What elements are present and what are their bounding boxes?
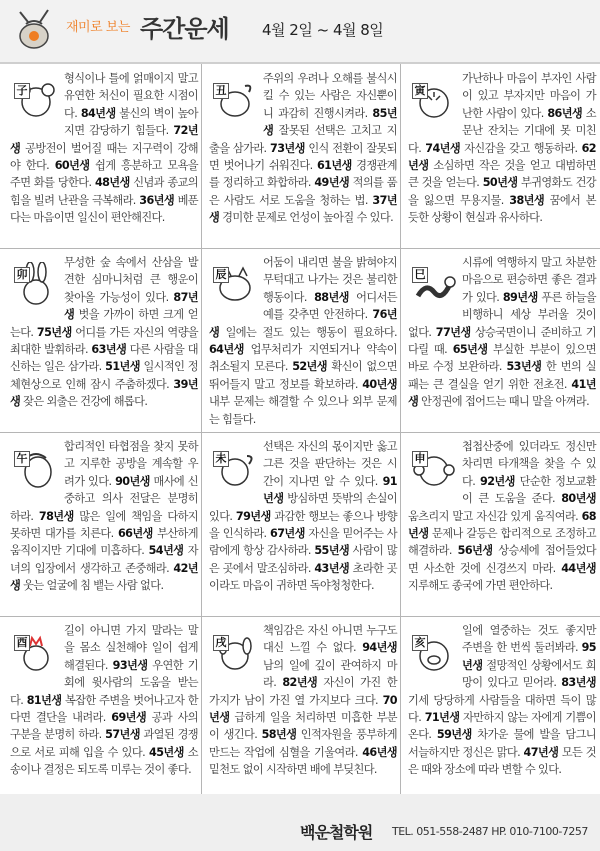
zodiac-character: 辰 (213, 267, 229, 283)
birth-year: 60년생 (54, 159, 90, 173)
fortune-sentence: 시류에 역행하지 말고 차분한 마음으로 편승하면 좋은 결과가 있다. (462, 256, 596, 304)
footer-contact: TEL. 051-558-2487 HP. 010-7100-7257 (392, 825, 588, 838)
fortune-text (408, 622, 596, 779)
fortune-sentence: 자녀의 입장에서 생각하고 존중해라. (10, 544, 198, 575)
brand-subtitle: 재미로 보는 (66, 20, 130, 35)
birth-year: 53년생 (506, 360, 542, 374)
birth-year: 38년생 (509, 193, 545, 207)
birth-year: 73년생 (270, 141, 305, 155)
birth-year: 42년생 (10, 561, 198, 593)
birth-year: 41년생 (408, 377, 596, 409)
fortune-sentence: 자만하지 않는 자에게 기쁨이 온다. (408, 711, 597, 742)
fortune-sentence: 불신의 벽이 높아지면 감당하기 힘들다. (64, 106, 198, 138)
fortune-sentence: 잘못된 선택은 고치고 지출을 삼가라. (209, 124, 397, 155)
birth-year: 88년생 (314, 290, 349, 304)
fortune-sentence: 무성한 숲 속에서 산삼을 발견한 심마니처럼 큰 행운이 찾아올 가능성이 있다. (64, 256, 198, 304)
birth-year: 46년생 (362, 745, 397, 759)
fortune-sentence: 주위의 우려나 오해를 불식시킬 수 있는 사람은 자신뿐이니 과감히 진행시켜라. (263, 72, 397, 120)
birth-year: 61년생 (316, 159, 352, 173)
zodiac-character: 戌 (213, 635, 229, 651)
birth-year: 91년생 (263, 474, 397, 506)
fortune-sentence: 다른 사람을 대신하는 일은 삼가라. (10, 343, 198, 374)
birth-year: 57년생 (105, 728, 140, 742)
birth-year: 62년생 (408, 141, 596, 173)
birth-year: 86년생 (547, 106, 583, 120)
fortune-sentence: 꿈에서 본 듯한 상황이 현실과 유사하다. (408, 193, 596, 225)
fortune-sentence: 자신이 가진 한 가지가 남이 가진 열 가지보다 크다. (209, 676, 397, 707)
zodiac-character: 卯 (14, 267, 30, 283)
fortune-sentence: 어디서든 예를 갖추면 안전하다. (263, 290, 397, 322)
column-divider (201, 64, 202, 794)
fortune-sentence: 한 번의 실패는 큰 결실을 얻기 위한 전초전. (408, 360, 597, 391)
fortune-sentence: 공방전이 벌어질 때는 지구력이 강해야 한다. (10, 141, 198, 173)
birth-year: 45년생 (149, 745, 184, 759)
birth-year: 72년생 (10, 124, 198, 155)
fortune-sentence: 많은 일에 책임을 다하지 못하면 대가를 치른다. (10, 509, 198, 541)
fortune-sentence: 사람이 많은 곳에서 말조심하라. (209, 544, 397, 575)
birth-year: 44년생 (561, 561, 596, 575)
fortune-sentence: 푸른 하늘을 비행하니 세상 부러울 것이 없다. (408, 290, 596, 339)
fortune-sentence: 문제나 갈등은 합리적으로 조정하고 해결하라. (408, 527, 596, 558)
fortune-sentence: 부귀영화도 건강을 잃으면 무용지물. (408, 176, 596, 207)
fortune-sentence: 일에는 절도 있는 행동이 필요하다. (219, 325, 397, 339)
birth-year: 66년생 (117, 527, 153, 541)
birth-year: 85년생 (263, 106, 397, 138)
horoscope-cell (402, 622, 600, 804)
fortune-sentence: 첩첩산중에 있더라도 정신만 차리면 타개책을 찾을 수 있다. (462, 440, 596, 488)
birth-year: 52년생 (292, 360, 327, 374)
column-divider (400, 64, 401, 794)
fortune-sentence: 소송이나 결정은 되도록 미루는 것이 좋다. (10, 745, 198, 777)
fortune-text (10, 70, 198, 227)
fortune-sentence: 소문난 잔치는 기대에 못 미친다. (408, 106, 596, 155)
birth-year: 70년생 (209, 693, 397, 725)
horoscope-cell (203, 622, 401, 804)
birth-year: 87년생 (64, 290, 198, 322)
fortune-sentence: 지루해도 종국에 가면 편안하다. (408, 579, 553, 593)
fortune-sentence: 차가운 물에 발을 담그니 서늘하지만 정신은 맑다. (408, 728, 596, 759)
fortune-sentence: 매사에 신중하고 의사 전달은 분명히 하라. (10, 474, 198, 523)
fortune-sentence: 공과 사의 구분을 분명히 하라. (10, 711, 198, 742)
fortune-sentence: 방심하면 뜻밖의 손실이 있다. (209, 492, 397, 523)
fortune-text (10, 254, 198, 411)
fortune-sentence: 모든 것은 때와 장소에 따라 변할 수 있다. (408, 745, 596, 777)
birth-year: 59년생 (436, 728, 472, 742)
birth-year: 36년생 (139, 193, 175, 207)
fortune-sentence: 자신을 믿어주는 사람에게 항상 감사하라. (209, 527, 397, 558)
zodiac-character: 寅 (412, 83, 428, 99)
fortune-sentence: 안정권에 접어드는 때니 말을 아껴라. (418, 395, 590, 409)
birth-year: 56년생 (457, 544, 493, 558)
fortune-sentence: 경미한 문제로 언성이 높아질 수 있다. (219, 211, 394, 225)
header-band (0, 0, 600, 62)
birth-year: 94년생 (362, 641, 397, 655)
horoscope-cell (203, 438, 401, 620)
horoscope-cell (4, 70, 202, 252)
birth-year: 67년생 (270, 527, 305, 541)
birth-year: 37년생 (209, 193, 397, 225)
fortune-sentence: 확신이 없으면 뛰어들지 말고 정보를 확보하라. (209, 360, 397, 391)
zodiac-character: 巳 (412, 267, 428, 283)
fortune-sentence: 선택은 자신의 몫이지만 옳고 그른 것을 판단하는 것은 시간이 지나면 알 수 있다. (263, 440, 397, 488)
zodiac-character: 酉 (14, 635, 30, 651)
horoscope-cell (203, 70, 401, 252)
fortune-sentence: 인식 전환이 잘못되면 벗어나기 쉬워진다. (209, 141, 397, 173)
birth-year: 83년생 (561, 676, 596, 690)
birth-year: 65년생 (452, 343, 488, 357)
birth-year: 43년생 (314, 561, 350, 575)
zodiac-character: 午 (14, 451, 30, 467)
birth-year: 75년생 (36, 325, 72, 339)
birth-year: 84년생 (80, 106, 116, 120)
fortune-sentence: 자신감을 갖고 행동하라. (460, 141, 582, 155)
footer-name: 백운철학원 (300, 823, 373, 842)
fortune-text (209, 70, 397, 227)
zodiac-character: 丑 (213, 83, 229, 99)
fortune-sentence: 소심하면 작은 것을 얻고 대범하면 큰 것을 얻는다. (408, 159, 596, 190)
fortune-sentence: 복잡한 주변을 벗어나고자 한다면 결단을 내려라. (10, 693, 199, 725)
birth-year: 51년생 (105, 360, 140, 374)
fortune-sentence: 상승국면이니 준비하고 기다릴 때. (408, 325, 596, 357)
zodiac-character: 子 (14, 83, 30, 99)
horoscope-cell (4, 254, 202, 436)
fortune-bag-icon (14, 4, 54, 52)
birth-year: 63년생 (91, 343, 127, 357)
fortune-text (408, 254, 596, 411)
fortune-sentence: 잦은 외출은 건강에 해롭다. (20, 395, 148, 409)
birth-year: 50년생 (482, 176, 518, 190)
fortune-sentence: 가난하나 마음이 부자인 사람이 있고 부자지만 마음이 가난한 사람이 있다. (462, 72, 596, 120)
fortune-sentence: 쉽게 흥분하고 모욕을 주면 화를 당한다. (10, 159, 198, 190)
fortune-sentence: 어둠이 내리면 불을 밝혀야지 무턱대고 나가는 것은 불리한 행동이다. (263, 256, 397, 304)
fortune-sentence: 단순한 정보교환이 큰 도움을 준다. (462, 474, 596, 506)
birth-year: 90년생 (115, 474, 150, 488)
birth-year: 71년생 (424, 711, 460, 725)
fortune-sentence: 길이 아니면 가지 말라는 말을 몸소 실천해야 일이 쉽게 해결된다. (64, 624, 198, 672)
fortune-sentence: 과감한 행보는 좋으나 방향을 인식하라. (209, 509, 398, 541)
row-divider (0, 248, 600, 249)
fortune-sentence: 신념과 종교의 힘을 빌려 난관을 극복해라. (10, 176, 198, 207)
fortune-sentence: 내부 문제는 해결할 수 있으나 외부 문제는 힘들다. (209, 395, 397, 426)
fortune-sentence: 과열된 경쟁으로 서로 피해 입을 수 있다. (10, 728, 199, 759)
fortune-sentence: 부실한 부분이 있으면 바로 수정 보완하라. (408, 343, 596, 374)
fortune-sentence: 적의를 품은 사람도 서로 도움을 청하는 법. (209, 176, 397, 207)
birth-year: 92년생 (480, 474, 515, 488)
row-divider (0, 432, 600, 433)
fortune-sentence: 움츠리지 말고 자신감 있게 움직여라. (408, 509, 582, 523)
birth-year: 89년생 (502, 290, 538, 304)
fortune-text (209, 622, 397, 779)
fortune-text (209, 254, 397, 428)
date-range: 4월 2일 ~ 4월 8일 (262, 21, 384, 39)
fortune-sentence: 형식이나 틀에 얽매이지 말고 유연한 처신이 필요한 시점이다. (64, 72, 198, 120)
fortune-sentence: 베푼다는 마음이면 일신이 편안해진다. (10, 193, 199, 225)
horoscope-cell (402, 438, 600, 620)
fortune-text (408, 438, 596, 595)
zodiac-character: 未 (213, 451, 229, 467)
birth-year: 55년생 (314, 544, 350, 558)
fortune-sentence: 벗을 가까이 하면 크게 얻는다. (10, 308, 198, 339)
fortune-sentence: 밑천도 없이 시작하면 배에 부딪친다. (209, 763, 377, 777)
birth-year: 78년생 (38, 509, 74, 523)
fortune-text (209, 438, 397, 595)
birth-year: 47년생 (523, 745, 559, 759)
fortune-sentence: 우연한 기회에 윗사람의 도움을 받는다. (10, 658, 198, 707)
zodiac-character: 亥 (412, 635, 428, 651)
horoscope-cell (402, 254, 600, 436)
birth-year: 79년생 (235, 509, 271, 523)
fortune-sentence: 남의 일에 깊이 관여하지 마라. (263, 658, 397, 690)
fortune-sentence: 웃는 얼굴에 침 뱉는 사람 없다. (20, 579, 164, 593)
fortune-sentence: 절망적인 상황에서도 희망이 있다고 믿어라. (462, 658, 596, 690)
fortune-sentence: 인적자원을 풍부하게 만드는 작업에 심혈을 기울여라. (209, 728, 397, 759)
birth-year: 64년생 (209, 343, 244, 357)
fortune-sentence: 책임감은 자신 아니면 누구도 대신 느낄 수 없다. (263, 624, 397, 655)
birth-year: 93년생 (112, 658, 148, 672)
birth-year: 54년생 (148, 544, 184, 558)
birth-year: 80년생 (561, 492, 596, 506)
birth-year: 77년생 (435, 325, 471, 339)
fortune-text (10, 622, 198, 779)
page-title: 주간운세 (140, 15, 229, 43)
birth-year: 48년생 (94, 176, 130, 190)
fortune-sentence: 초라한 곳이라도 마음이 귀하면 독야청청한다. (209, 561, 397, 593)
fortune-text (408, 70, 596, 227)
fortune-sentence: 급하게 일을 처리하면 미흡한 부분이 생긴다. (209, 711, 397, 742)
zodiac-character: 申 (412, 451, 428, 467)
horoscope-cell (203, 254, 401, 436)
fortune-sentence: 상승세에 접어들었다면 사소한 것에 신경쓰지 마라. (408, 544, 596, 575)
birth-year: 49년생 (314, 176, 350, 190)
birth-year: 40년생 (362, 377, 397, 391)
horoscope-cell (402, 70, 600, 252)
header-divider (0, 62, 600, 64)
fortune-sentence: 부산하게 움직이지만 기대에 미흡하다. (10, 527, 198, 558)
fortune-sentence: 어디를 가든 자신의 역량을 최대한 발휘하라. (10, 325, 199, 357)
fortune-sentence: 업무처리가 지연되거나 약속이 취소될지 모른다. (209, 343, 397, 374)
fortune-sentence: 기세 당당하게 사람들을 대하면 득이 많다. (408, 693, 596, 725)
fortune-sentence: 경쟁관계를 정리하고 화합하라. (209, 159, 397, 190)
birth-year: 82년생 (282, 676, 318, 690)
row-divider (0, 616, 600, 617)
horoscope-cell (4, 622, 202, 804)
fortune-sentence: 일시적인 정체현상으로 인해 잠시 주춤하겠다. (10, 360, 199, 391)
fortune-text (10, 438, 198, 595)
birth-year: 58년생 (261, 728, 297, 742)
birth-year: 95년생 (462, 641, 596, 672)
horoscope-cell (4, 438, 202, 620)
birth-year: 74년생 (425, 141, 461, 155)
birth-year: 76년생 (209, 308, 397, 339)
fortune-sentence: 합리적인 타협점을 찾지 못하고 지루한 공방을 계속할 우려가 있다. (64, 440, 198, 488)
birth-year: 68년생 (408, 509, 596, 541)
birth-year: 81년생 (26, 693, 62, 707)
birth-year: 39년생 (10, 377, 198, 409)
fortune-sentence: 일에 열중하는 것도 좋지만 주변을 한 번씩 둘러봐라. (462, 624, 596, 655)
birth-year: 69년생 (111, 711, 147, 725)
